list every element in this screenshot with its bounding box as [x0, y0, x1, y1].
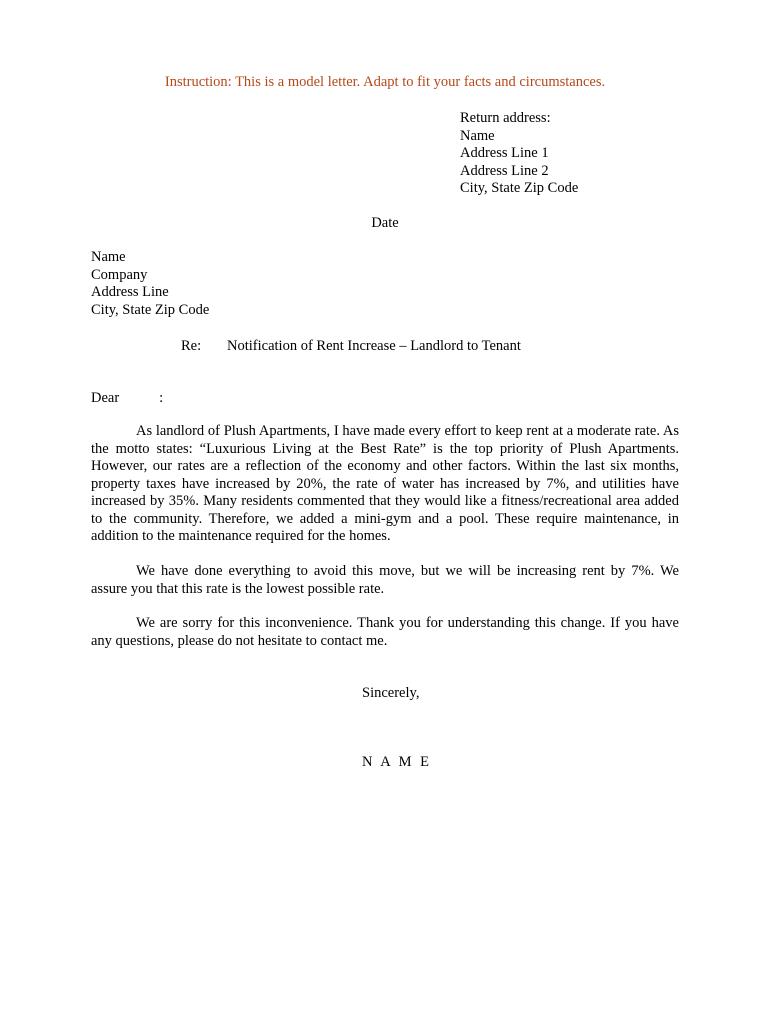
- return-address-city-state-zip: City, State Zip Code: [460, 180, 579, 196]
- subject-line: [181, 337, 521, 355]
- return-address-heading: Return address:: [460, 110, 551, 126]
- return-address-block: [460, 110, 578, 198]
- body-paragraph-3-text: We are sorry for this inconvenience. Thank you for understanding this change. If you have any questions, please do not hesitate to contact me.: [91, 615, 679, 649]
- recipient-city-state-zip: City, State Zip Code: [91, 301, 210, 318]
- recipient-company: Company: [91, 266, 148, 283]
- recipient-address-line: Address Line: [91, 284, 169, 300]
- recipient-name: Name: [91, 249, 126, 265]
- letter-date: Date: [371, 215, 399, 231]
- body-paragraph-1: [91, 423, 679, 546]
- closing: Sincerely,: [362, 685, 420, 701]
- recipient-address-block: [91, 249, 209, 319]
- salutation: [91, 389, 163, 407]
- return-address-name: Name: [460, 127, 495, 144]
- signature-name: N A M E: [362, 754, 432, 770]
- subject-label: Re:: [181, 338, 202, 354]
- salutation-colon: :: [159, 390, 164, 406]
- return-address-line2: Address Line 2: [460, 162, 549, 179]
- subject-text: Notification of Rent Increase – Landlord to Tenant: [227, 338, 521, 354]
- body-paragraph-2: [91, 563, 679, 598]
- body-paragraph-3: [91, 615, 679, 650]
- return-address-line1: Address Line 1: [460, 145, 549, 161]
- instruction-note: Instruction: This is a model letter. Adapt to fit your facts and circumstances.: [164, 74, 606, 90]
- salutation-word: Dear: [91, 390, 120, 406]
- body-paragraph-2-text: We have done everything to avoid this move, but we will be increasing rent by 7%. We assure you that this rate is the lowest possible rate.: [91, 563, 679, 597]
- body-paragraph-1-text: As landlord of Plush Apartments, I have made every effort to keep rent at a moderate rate. As the motto states: “Luxurious Living at the Best Rate” is the top priority of Plush Apartments. However, our rates are a reflection of the economy and other factors. Within the last six months, property taxes have increased by 20%, the rate of water has increased by 7%, and utilities have increased by 35%. Many residents commented that they would like a fitness/recreational area added to the community. Therefore, we added a mini-gym and a pool. These require maintenance, in addition to the maintenance required for the homes.: [91, 423, 679, 544]
